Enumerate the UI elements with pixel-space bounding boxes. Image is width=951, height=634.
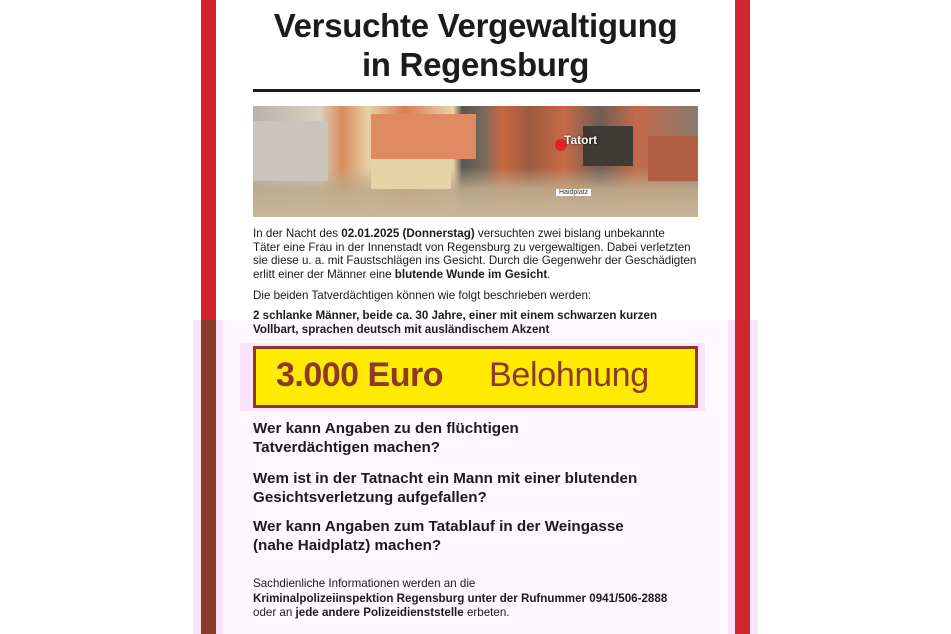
intro-paragraph: In der Nacht des 02.01.2025 (Donnerstag) versuchten zwei bislang unbekannte Täter eine Frau in der Innenstadt von Regensburg zu vergewaltigen. Dabei verletzten sie diese u. a. mit Faustschlägen ins Gesicht. Durch die Gegenwehr der Geschädigten erlitt einer der Männer eine blutende Wunde im Gesicht. [253,227,697,281]
question-3: Wer kann Angaben zum Tatablauf in der Weingasse (nahe Haidplatz) machen? [253,518,624,554]
place-label: Haidplatz [556,189,591,196]
reward-banner [253,346,698,408]
question-1: Wer kann Angaben zu den flüchtigen Tatverdächtigen machen? [253,420,519,456]
title-divider [253,89,700,92]
title-line-2: in Regensburg [361,46,590,83]
contact-info: Sachdienliche Informationen werden an die Kriminalpolizeiinspektion Regensburg unter der Rufnummer 0941/506-2888 oder an jede andere Polizeidienststelle erbeten. [253,577,668,619]
left-red-border [201,0,216,320]
reward-amount: 3.000 Euro [276,356,443,394]
reward-label: Belohnung [489,356,649,394]
right-red-border [735,0,750,634]
left-brown-border [201,320,216,634]
marker-label: Tatort [564,133,598,147]
aerial-photo [253,106,698,217]
title-line-1: Versuchte Vergewaltigung [273,7,678,44]
question-2: Wem ist in der Tatnacht ein Mann mit einer blutenden Gesichtsverletzung aufgefallen? [253,470,638,506]
description-intro: Die beiden Tatverdächtigen können wie folgt beschrieben werden: [253,289,592,302]
poster-title [216,6,735,84]
suspect-description: 2 schlanke Männer, beide ca. 30 Jahre, einer mit einem schwarzen kurzen Vollbart, sprachen deutsch mit ausländischem Akzent [253,309,658,336]
